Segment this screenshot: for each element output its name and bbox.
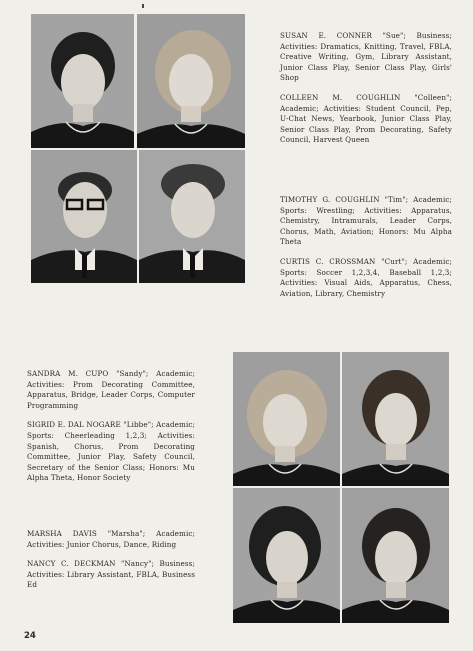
bio-colleen-coughlin: COLLEEN M. COUGHLIN "Colleen"; Academic; Activities: Student Council, Pep, U-Chat News, Yearbook, Junior Class Play, Senior Class Play, Prom Decorating, Safety Council, Harvest Queen [280, 92, 452, 145]
portrait-marsha-davis [233, 488, 340, 623]
bio-marsha-davis: MARSHA DAVIS "Marsha"; Academic; Activities: Junior Chorus, Dance, Riding [27, 528, 195, 549]
print-mark [142, 4, 144, 8]
page-number: 24 [24, 631, 36, 641]
portrait-colleen-coughlin [137, 14, 245, 148]
portrait-nancy-deckman [342, 488, 449, 623]
portrait-susan-conner [31, 14, 134, 148]
portrait-sigrid-dal-nogare [342, 352, 449, 486]
portrait-curtis-crossman [139, 150, 245, 283]
bio-sandra-cupo: SANDRA M. CUPO "Sandy"; Academic; Activities: Prom Decorating Committee, Apparatus, Bridge, Leader Corps, Computer Programming [27, 369, 195, 410]
portrait-sandra-cupo [233, 352, 340, 486]
bottom-bio-column [27, 369, 195, 600]
top-bio-column [280, 31, 452, 308]
bio-susan-conner: SUSAN E. CONNER "Sue"; Business; Activities: Dramatics, Knitting, Travel, FBLA, Creative Writing, Gym, Library Assistant, Junior Class Play, Senior Class Play, Girls' Shop [280, 31, 452, 83]
bio-sigrid-dal-nogare: SIGRID E. DAL NOGARE "Libbe"; Academic; Sports: Cheerleading 1,2,3; Activities: Spanish, Chorus, Prom Decorating Committee, Junior Play, Safety Council, Secretary of the Senior Class; Honors: Mu Alpha Theta, Honor Society [27, 420, 195, 483]
portrait-timothy-coughlin [31, 150, 137, 283]
bio-spacer [27, 493, 195, 529]
bio-spacer [280, 155, 452, 195]
bio-timothy-coughlin: TIMOTHY G. COUGHLIN "Tim"; Academic; Sports: Wrestling; Activities: Apparatus, Chemistry, Intramurals, Leader Corps, Chorus, Math, Aviation; Honors: Mu Alpha Theta [280, 194, 452, 247]
bio-nancy-deckman: NANCY C. DECKMAN "Nancy"; Business; Activities: Library Assistant, FBLA, Business Ed [27, 559, 195, 590]
bio-curtis-crossman: CURTIS C. CROSSMAN "Curt"; Academic; Sports: Soccer 1,2,3,4, Baseball 1,2,3; Activities: Visual Aids, Apparatus, Chess, Aviation, Library, Chemistry [280, 256, 452, 298]
